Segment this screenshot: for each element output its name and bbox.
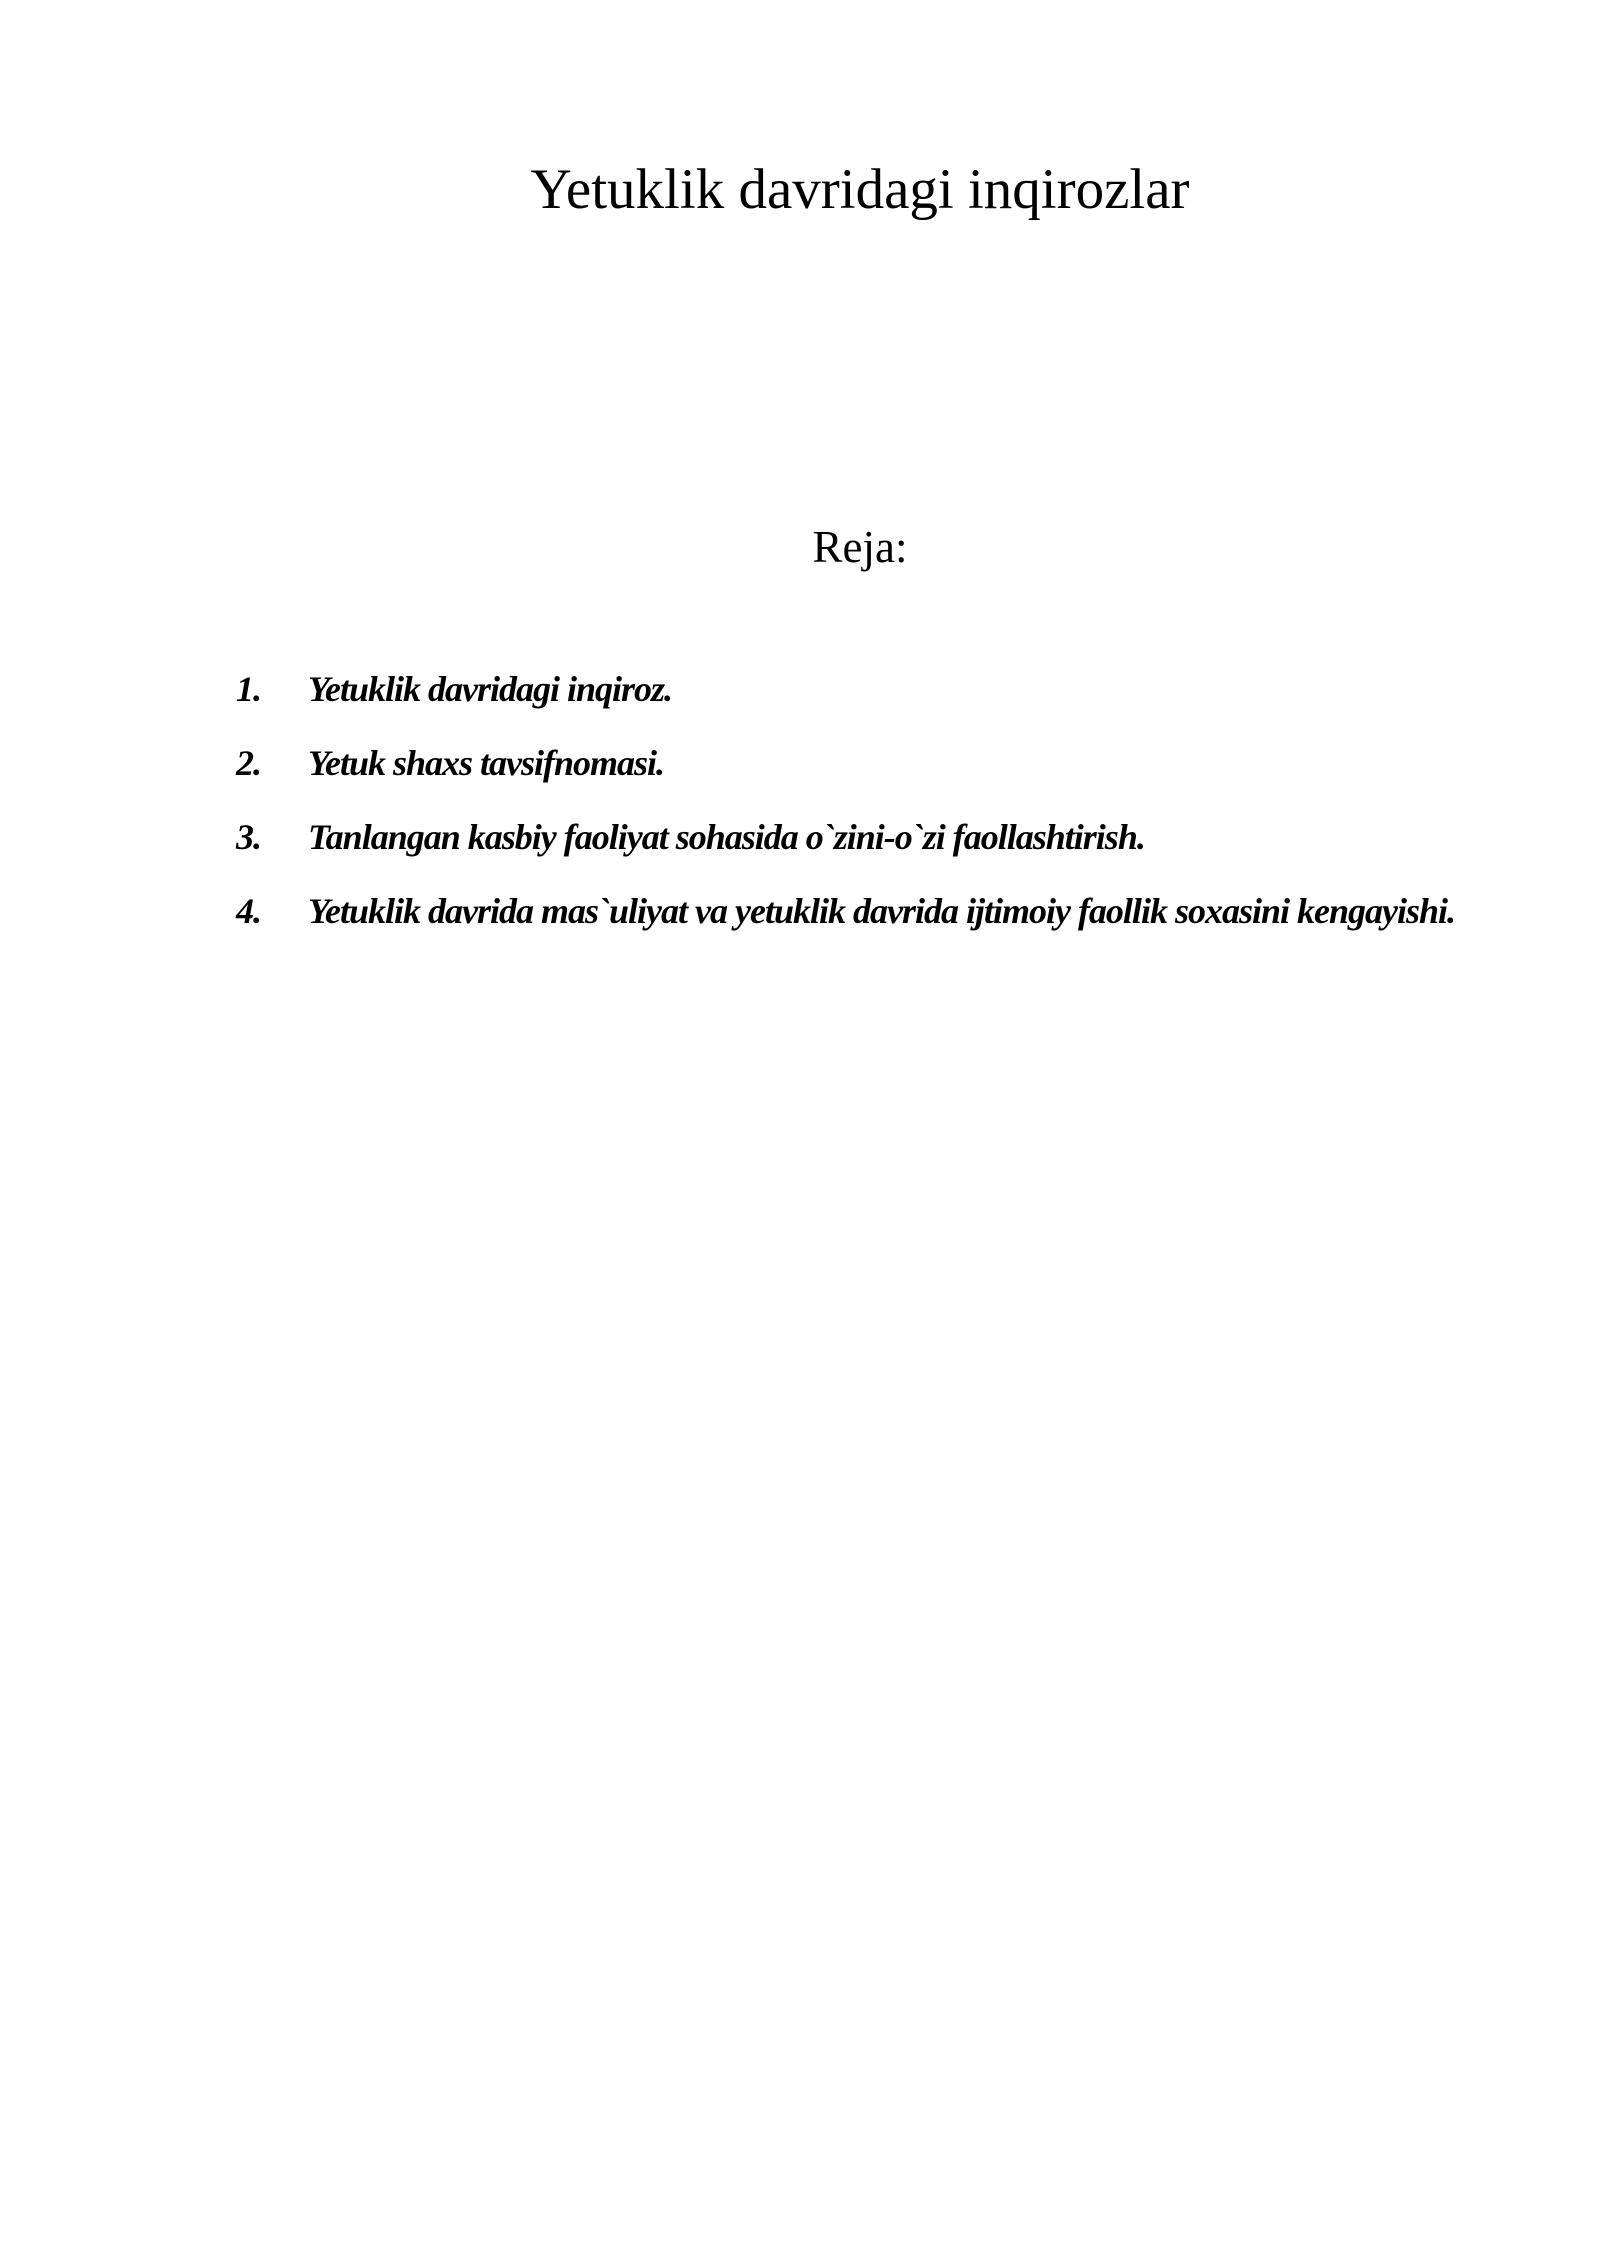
- plan-item-number: 2.: [236, 743, 261, 783]
- plan-item-text: Yetuklik davrida mas`uliyat va yetuklik davrida ijtimoiy faollik soxasini kengayishi.: [308, 891, 1455, 931]
- plan-list: [236, 652, 1496, 948]
- plan-item: [236, 874, 1496, 948]
- plan-item-number: 1.: [236, 669, 261, 709]
- plan-item-text: Yetuk shaxs tavsifnomasi.: [308, 743, 665, 783]
- plan-item: [236, 726, 1496, 800]
- plan-item-number: 4.: [236, 891, 261, 931]
- plan-item-number: 3.: [236, 817, 261, 857]
- plan-heading: Reja:: [812, 522, 908, 572]
- plan-item-text: Yetuklik davridagi inqiroz.: [308, 669, 673, 709]
- plan-item-text: Tanlangan kasbiy faoliyat sohasida o`zini-o`zi faollashtirish.: [308, 817, 1145, 857]
- plan-item: [236, 800, 1496, 874]
- plan-item: [236, 652, 1496, 726]
- document-title: Yetuklik davridagi inqirozlar: [530, 158, 1190, 221]
